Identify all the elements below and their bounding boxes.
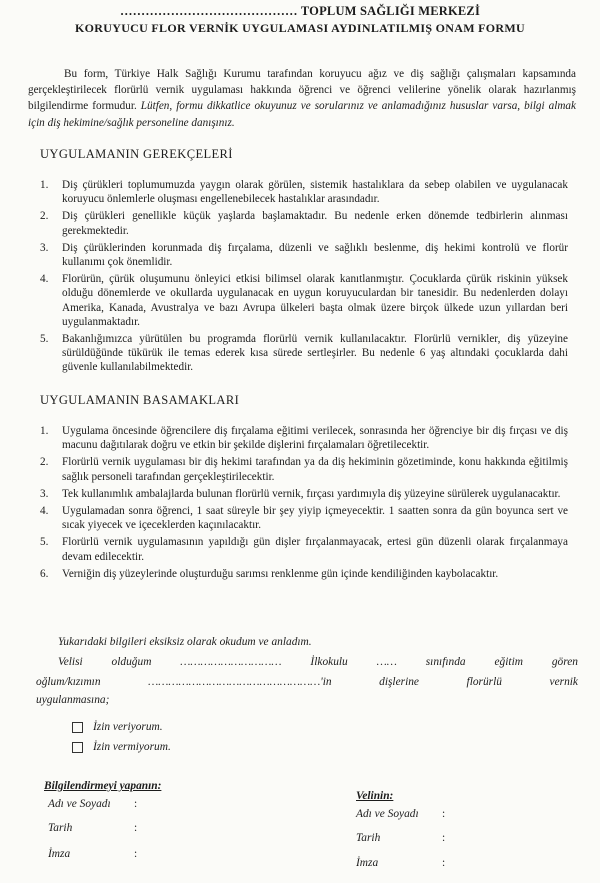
- form-title: KORUYUCU FLOR VERNİK UYGULAMASI AYDINLATILMIŞ ONAM FORMU: [75, 21, 525, 35]
- consent-student-name-line: oğlum/kızımın ……………………………………………'in dişlerine florürlü vernik: [36, 676, 578, 688]
- reason-item: 4. Florürün, çürük oluşumunu önleyici etkisi bilimsel olarak kanıtlanmıştır. Çocuklarda çürük riskinin yüksek olduğu dönemlerde ve okullarda uygulanacak en uygun koruyuculardan bir tanesidir. Bu nedenlerden dolayı Amerika, Kanada, Avustralya ve bazı Avrupa ülkeleri başta olmak üzere birçok ülkede uzun yıllardan beri uygulanmaktadır.: [40, 273, 568, 328]
- consent-student-school-line: Velisi olduğum ………………………… İlkokulu …… sınıfında eğitim gören: [58, 656, 578, 668]
- permission-no-label: İzin vermiyorum.: [93, 741, 171, 753]
- parent-name-colon: :: [442, 808, 446, 820]
- permission-yes-checkbox[interactable]: [72, 722, 83, 733]
- reason-item: 2. Diş çürükleri genellikle küçük yaşlarda başlamaktadır. Bu nedenle erken dönemde tedbirlerin alınması gerekmektedir.: [40, 210, 568, 237]
- parent-heading: Velinin:: [356, 790, 394, 802]
- permission-no-option[interactable]: [72, 741, 171, 753]
- reason-item: 3. Diş çürüklerinden korunmada diş fırçalama, düzenli ve sağlıklı beslenme, diş hekimi kontrolü ve florür kullanımı çok önemlidir.: [40, 241, 568, 269]
- reason-item: 5. Bakanlığımızca yürütülen bu programda florürlü vernik kullanılacaktır. Florürlü vernikler, diş yüzeyine sürüldüğünde tükürük ile temas ederek kısa sürede sertleşirler. Bu nedenle 6 yaş altındaki çocuklarda dahi güvenle kullanılabilmektedir.: [40, 333, 568, 374]
- step-item: 5. Florürlü vernik uygulamasının yapıldığı gün dişler fırçalanmayacak, ertesi gün düzenli olarak fırçalanmaya devam edilecektir.: [40, 536, 568, 563]
- parent-date-label: Tarih: [356, 832, 381, 844]
- informer-signature-colon: :: [134, 848, 138, 860]
- consent-statement: Yukarıdaki bilgileri eksiksiz olarak okudum ve anladım.: [58, 636, 312, 648]
- step-item: 6. Verniğin diş yüzeylerinde oluşturduğu sarımsı renklenme gün içinde kendiliğinden kaybolacaktır.: [40, 567, 499, 580]
- step-item: 1. Uygulama öncesinde öğrencilere diş fırçalama eğitimi verilecek, sonrasında her öğrenciye bir diş fırçası ve diş macunu dağıtılarak doğru ve etkin bir şekilde dişlerini fırçalamaları öğretilecektir.: [40, 425, 568, 452]
- intro-paragraph: [28, 66, 576, 131]
- informer-date-colon: :: [134, 822, 138, 834]
- parent-name-label: Adı ve Soyadı: [356, 808, 419, 820]
- reason-item: 1. Diş çürükleri toplumumuzda yaygın olarak görülen, sistemik hastalıklara da sebep olabilen ve uygulanacak koruyucu önlemlerle oluşması engellenebilecek hastalıklar arasındadır.: [40, 179, 568, 206]
- parent-date-colon: :: [442, 832, 446, 844]
- permission-no-checkbox[interactable]: [72, 742, 83, 753]
- informer-date-label: Tarih: [48, 822, 73, 834]
- parent-signature-label: İmza: [356, 857, 379, 869]
- health-center-title: …………………………………… TOPLUM SAĞLIĞI MERKEZİ: [119, 4, 481, 18]
- parent-signature-colon: :: [442, 857, 446, 869]
- informer-heading: Bilgilendirmeyi yapanın:: [44, 780, 162, 792]
- step-item: 2. Florürlü vernik uygulaması bir diş hekimi tarafından ya da diş hekiminin gözetiminde, konu hakkında eğitilmiş sağlık personeli tarafından gerçekleştirilecektir.: [40, 456, 568, 483]
- reasons-heading: UYGULAMANIN GEREKÇELERİ: [40, 147, 233, 161]
- steps-list: [0, 424, 568, 584]
- consent-application-line: uygulanmasına;: [36, 694, 110, 706]
- permission-yes-option[interactable]: [72, 721, 163, 733]
- intro-italic-text: Lütfen, formu dikkatlice okuyunuz ve sorularınız ve anlamadığınız hususlar varsa, bilgi almak için diş hekimine/sağlık personeline danışınız.: [28, 100, 576, 129]
- reasons-list: [0, 178, 568, 378]
- intro-plain-text: Bu form, Türkiye Halk Sağlığı Kurumu tarafından koruyucu ağız ve diş sağlığı çalışmaları kapsamında gerçekleştirilecek florürlü vernik uygulaması hakkında öğrenci ve öğrenci velilerine yönelik olarak hazırlanmış bilgilendirme formudur.: [28, 68, 576, 113]
- informer-name-label: Adı ve Soyadı: [48, 798, 111, 810]
- step-item: 4. Uygulamadan sonra öğrenci, 1 saat süreyle bir şey yiyip içmeyecektir. 1 saatten sonra da gün boyunca sert ve sıcak yiyecek ve içeceklerden kaçınılacaktır.: [40, 505, 568, 532]
- informer-signature-label: İmza: [48, 848, 71, 860]
- step-item: 3. Tek kullanımlık ambalajlarda bulunan florürlü vernik, fırçası yardımıyla diş yüzeyine sürülerek uygulanacaktır.: [40, 487, 561, 500]
- informer-name-colon: :: [134, 798, 138, 810]
- steps-heading: UYGULAMANIN BASAMAKLARI: [40, 393, 240, 407]
- permission-yes-label: İzin veriyorum.: [93, 721, 163, 733]
